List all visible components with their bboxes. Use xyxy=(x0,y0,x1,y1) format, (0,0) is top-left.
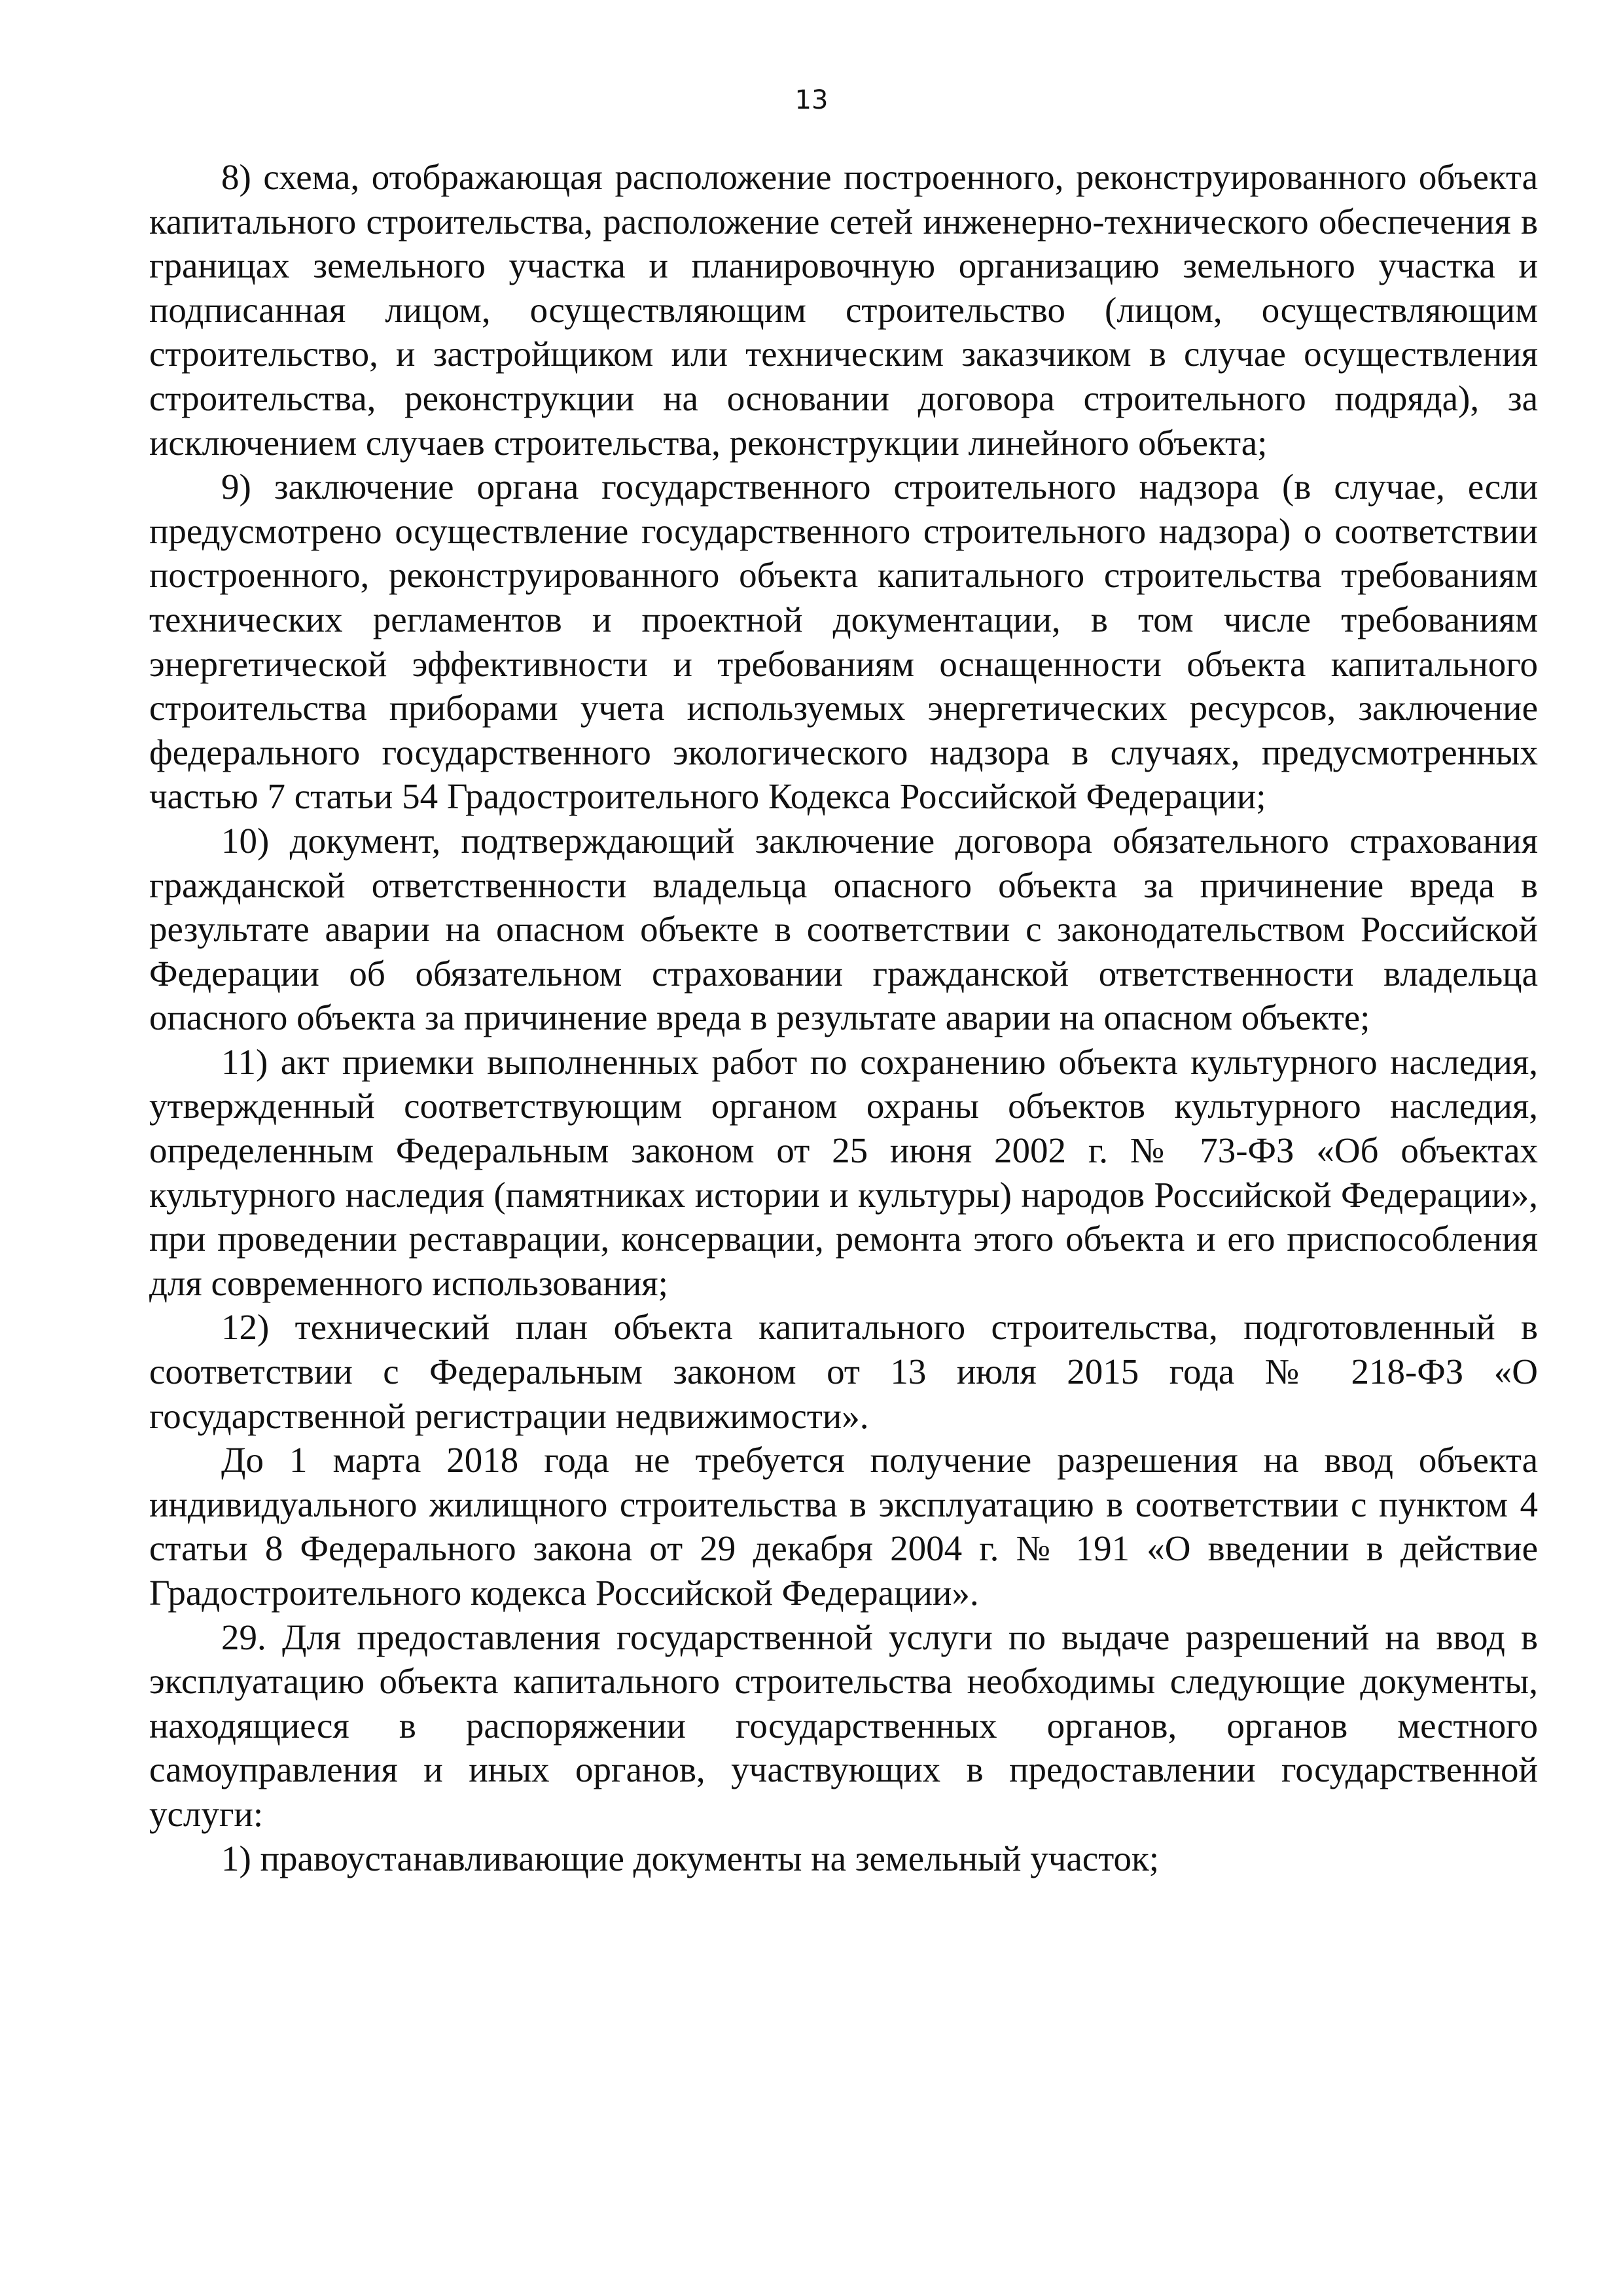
paragraph-section-29: 29. Для предоставления государственной услуги по выдаче разрешений на ввод в эксплуатацию объекта капитального строительства необходимы следующие документы, находящиеся в распоряжении государственных органов, органов местного самоуправления и иных органов, участвующих в предоставлении государственной услуги: xyxy=(149,1617,1538,1834)
paragraph-note-march-2018: До 1 марта 2018 года не требуется получение разрешения на ввод объекта индивидуального жилищного строительства в эксплуатацию в соответствии с пунктом 4 статьи 8 Федерального закона от 29 декабря 2004 г. № 191 «О введении в действие Градостроительного кодекса Российской Федерации». xyxy=(149,1440,1538,1613)
document-body xyxy=(149,155,1538,1880)
paragraph-item-11: 11) акт приемки выполненных работ по сохранению объекта культурного наследия, утвержденный соответствующим органом охраны объектов культурного наследия, определенным Федеральным законом от 25 июня 2002 г. № 73-ФЗ «Об объектах культурного наследия (памятниках истории и культуры) народов Российской Федерации», при проведении реставрации, консервации, ремонта этого объекта и его приспособления для современного использования; xyxy=(149,1041,1538,1303)
paragraph-item-8: 8) схема, отображающая расположение построенного, реконструированного объекта капитального строительства, расположение сетей инженерно-технического обеспечения в границах земельного участка и планировочную организацию земельного участка и подписанная лицом, осуществляющим строительство (лицом, осуществляющим строительство, и застройщиком или техническим заказчиком в случае осуществления строительства, реконструкции на основании договора строительного подряда), за исключением случаев строительства, реконструкции линейного объекта; xyxy=(149,157,1538,463)
page-number: 13 xyxy=(794,85,829,115)
paragraph-item-9: 9) заключение органа государственного строительного надзора (в случае, если предусмотрено осуществление государственного строительного надзора) о соответствии построенного, реконструированного объекта капитального строительства требованиям технических регламентов и проектной документации, в том числе требованиям энергетической эффективности и требованиям оснащенности объекта капитального строительства приборами учета используемых энергетических ресурсов, заключение федерального государственного экологического надзора в случаях, предусмотренных частью 7 статьи 54 Градостроительного Кодекса Российской Федерации; xyxy=(149,467,1538,817)
paragraph-section-29-item-1: 1) правоустанавливающие документы на земельный участок; xyxy=(221,1838,1160,1878)
paragraph-item-12: 12) технический план объекта капитального строительства, подготовленный в соответствии с Федеральным законом от 13 июля 2015 года № 218-ФЗ «О государственной регистрации недвижимости». xyxy=(149,1307,1538,1436)
paragraph-item-10: 10) документ, подтверждающий заключение договора обязательного страхования гражданской ответственности владельца опасного объекта за причинение вреда в результате аварии на опасном объекте в соответствии с законодательством Российской Федерации об обязательном страховании гражданской ответственности владельца опасного объекта за причинение вреда в результате аварии на опасном объекте; xyxy=(149,820,1538,1038)
